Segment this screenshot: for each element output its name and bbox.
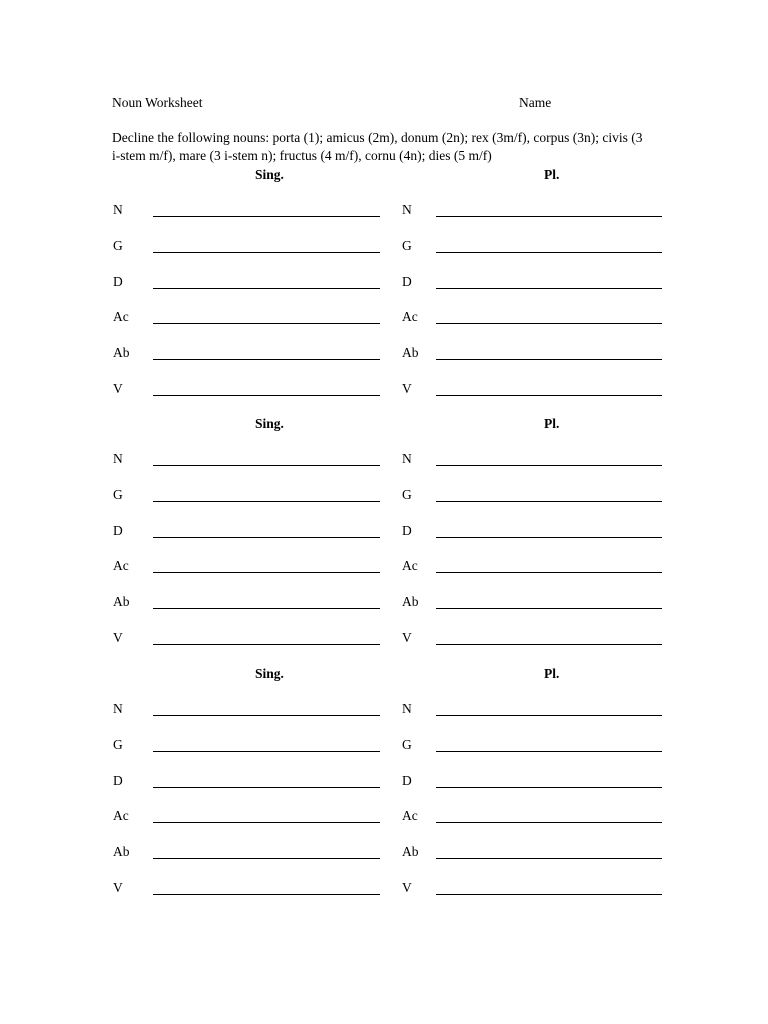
singular-heading: Sing.: [255, 416, 284, 431]
case-label-plural: N: [402, 451, 412, 466]
case-label-singular: Ac: [113, 309, 129, 324]
case-label-singular: Ab: [113, 345, 130, 360]
answer-line-plural[interactable]: [436, 858, 662, 859]
case-label-singular: D: [113, 773, 123, 788]
answer-line-singular[interactable]: [153, 216, 380, 217]
name-label: Name: [519, 95, 552, 110]
case-label-plural: G: [402, 737, 412, 752]
case-label-plural: Ab: [402, 345, 419, 360]
plural-heading: Pl.: [544, 666, 560, 681]
case-label-singular: Ac: [113, 558, 129, 573]
case-label-plural: Ab: [402, 594, 419, 609]
answer-line-singular[interactable]: [153, 894, 380, 895]
answer-line-plural[interactable]: [436, 751, 662, 752]
case-label-plural: D: [402, 773, 412, 788]
answer-line-plural[interactable]: [436, 501, 662, 502]
case-label-singular: G: [113, 737, 123, 752]
answer-line-plural[interactable]: [436, 822, 662, 823]
case-label-plural: D: [402, 523, 412, 538]
case-label-singular: G: [113, 238, 123, 253]
plural-heading: Pl.: [544, 167, 560, 182]
answer-line-plural[interactable]: [436, 608, 662, 609]
answer-line-plural[interactable]: [436, 537, 662, 538]
answer-line-singular[interactable]: [153, 501, 380, 502]
case-label-singular: N: [113, 701, 123, 716]
case-label-plural: Ac: [402, 558, 418, 573]
case-label-singular: D: [113, 274, 123, 289]
case-label-plural: D: [402, 274, 412, 289]
case-label-plural: G: [402, 238, 412, 253]
answer-line-singular[interactable]: [153, 465, 380, 466]
singular-heading: Sing.: [255, 666, 284, 681]
answer-line-plural[interactable]: [436, 787, 662, 788]
case-label-plural: V: [402, 381, 412, 396]
answer-line-plural[interactable]: [436, 359, 662, 360]
answer-line-plural[interactable]: [436, 395, 662, 396]
answer-line-singular[interactable]: [153, 822, 380, 823]
answer-line-singular[interactable]: [153, 252, 380, 253]
instructions-text: Decline the following nouns: porta (1); amicus (2m), donum (2n); rex (3m/f), corpus (3n); civis (3 i-stem m/f), mare (3 i-stem n); fructus (4 m/f), cornu (4n); dies (5 m/f): [112, 130, 643, 163]
case-label-plural: Ac: [402, 808, 418, 823]
answer-line-plural[interactable]: [436, 572, 662, 573]
answer-line-plural[interactable]: [436, 465, 662, 466]
answer-line-singular[interactable]: [153, 572, 380, 573]
answer-line-plural[interactable]: [436, 644, 662, 645]
answer-line-plural[interactable]: [436, 216, 662, 217]
answer-line-singular[interactable]: [153, 644, 380, 645]
case-label-singular: G: [113, 487, 123, 502]
answer-line-plural[interactable]: [436, 288, 662, 289]
answer-line-singular[interactable]: [153, 395, 380, 396]
case-label-singular: Ab: [113, 844, 130, 859]
answer-line-singular[interactable]: [153, 359, 380, 360]
answer-line-singular[interactable]: [153, 787, 380, 788]
case-label-plural: N: [402, 202, 412, 217]
singular-heading: Sing.: [255, 167, 284, 182]
case-label-plural: Ac: [402, 309, 418, 324]
case-label-singular: N: [113, 451, 123, 466]
case-label-singular: V: [113, 880, 123, 895]
case-label-singular: D: [113, 523, 123, 538]
case-label-singular: Ab: [113, 594, 130, 609]
answer-line-singular[interactable]: [153, 751, 380, 752]
answer-line-singular[interactable]: [153, 608, 380, 609]
case-label-plural: N: [402, 701, 412, 716]
case-label-plural: V: [402, 880, 412, 895]
answer-line-singular[interactable]: [153, 288, 380, 289]
answer-line-singular[interactable]: [153, 858, 380, 859]
plural-heading: Pl.: [544, 416, 560, 431]
answer-line-singular[interactable]: [153, 715, 380, 716]
case-label-plural: V: [402, 630, 412, 645]
worksheet-title: Noun Worksheet: [112, 95, 203, 110]
answer-line-plural[interactable]: [436, 252, 662, 253]
answer-line-plural[interactable]: [436, 715, 662, 716]
answer-line-singular[interactable]: [153, 323, 380, 324]
case-label-plural: Ab: [402, 844, 419, 859]
case-label-singular: Ac: [113, 808, 129, 823]
case-label-singular: V: [113, 630, 123, 645]
answer-line-plural[interactable]: [436, 323, 662, 324]
answer-line-plural[interactable]: [436, 894, 662, 895]
answer-line-singular[interactable]: [153, 537, 380, 538]
case-label-singular: V: [113, 381, 123, 396]
case-label-plural: G: [402, 487, 412, 502]
case-label-singular: N: [113, 202, 123, 217]
